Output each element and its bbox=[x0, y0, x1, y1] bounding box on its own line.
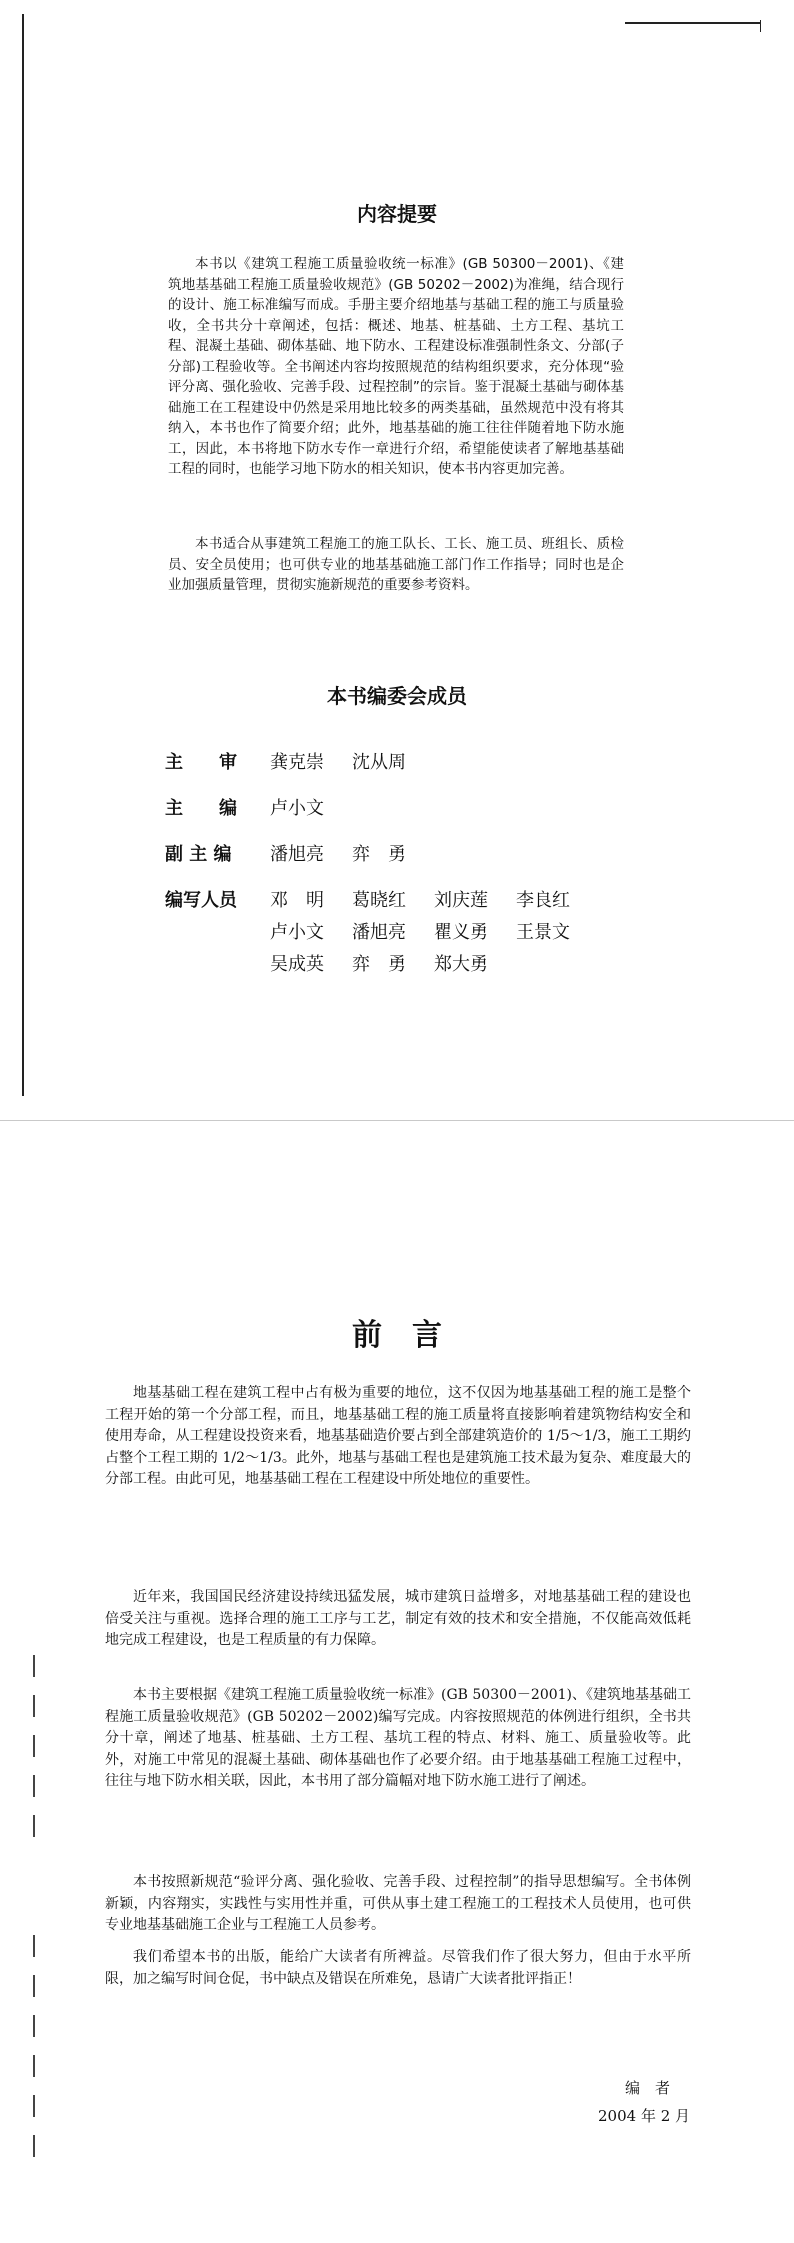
summary-paragraph: 本书以《建筑工程施工质量验收统一标准》(GB 50300－2001)、《建筑地基基础工程施工质量验收规范》(GB 50202－2002)为准绳，结合现行的设计、施工标准编写而成。手册主要介绍地基与基础工程的施工与质量验收，全书共分十章阐述，包括：概述、地基、桩基础、土方工程、基坑工程、混凝土基础、砌体基础、地下防水、工程建设标准强制性条文、分部(子分部)工程验收等。全书阐述内容均按照规范的结构组织要求，充分体现“验评分离、强化验收、完善手段、过程控制”的宗旨。鉴于混凝土基础与砌体基础施工在工程建设中仍然是采用地比较多的两类基础，虽然规范中没有将其纳入，本书也作了简要介绍；此外，地基基础的施工往往伴随着地下防水施工，因此，本书将地下防水专作一章进行介绍，希望能使读者了解地基基础工程的同时，也能学习地下防水的相关知识，使本书内容更加完善。 bbox=[168, 256, 624, 477]
page-one bbox=[0, 0, 794, 1110]
name-line bbox=[270, 950, 625, 976]
preface-paragraph: 本书主要根据《建筑工程施工质量验收统一标准》(GB 50300－2001)、《建筑地基基础工程施工质量验收规范》(GB 50202－2002)编写完成。内容按照规范的体例进行组织，全书共分十章，阐述了地基、桩基础、土方工程、基坑工程的特点、材料、施工、质量验收等。此外，对施工中常见的混凝土基础、砌体基础也作了必要介绍。由于地基基础工程施工过程中，往往与地下防水相关联，因此，本书用了部分篇幅对地下防水施工进行了阐述。 bbox=[105, 1687, 692, 1789]
scan-margin-line bbox=[22, 14, 24, 1096]
role-label: 主 编 bbox=[165, 798, 237, 819]
scan-margin-mark bbox=[33, 2135, 35, 2157]
scan-margin-mark bbox=[33, 2095, 35, 2117]
scan-margin-mark bbox=[33, 1935, 35, 1957]
committee-title: 本书编委会成员 bbox=[327, 684, 467, 708]
scan-margin-mark bbox=[33, 1735, 35, 1757]
page-divider bbox=[0, 1120, 794, 1121]
member-name: 吴成英 bbox=[270, 954, 324, 975]
member-name: 沈从周 bbox=[352, 752, 406, 773]
member-name: 葛晓红 bbox=[352, 890, 406, 911]
summary-title: 内容提要 bbox=[357, 202, 437, 226]
member-name: 瞿义勇 bbox=[434, 922, 488, 943]
scan-margin-mark bbox=[33, 1975, 35, 1997]
page-two bbox=[0, 1135, 794, 2243]
preface-paragraph: 我们希望本书的出版，能给广大读者有所裨益。尽管我们作了很大努力，但由于水平所限，加之编写时间仓促，书中缺点及错误在所难免，恳请广大读者批评指正！ bbox=[105, 1949, 691, 1987]
scan-margin-mark bbox=[33, 1775, 35, 1797]
member-name: 潘旭亮 bbox=[270, 844, 324, 865]
preface-signature: 编 者 bbox=[625, 2079, 671, 2097]
names-block bbox=[270, 794, 625, 826]
names-block bbox=[270, 886, 625, 982]
committee-list bbox=[165, 748, 625, 996]
scan-margin-mark bbox=[33, 2055, 35, 2077]
name-line bbox=[270, 794, 625, 820]
summary-paragraph: 本书适合从事建筑工程施工的施工队长、工长、施工员、班组长、质检员、安全员使用；也可供专业的地基基础施工部门作工作指导；同时也是企业加强质量管理，贯彻实施新规范的重要参考资料。 bbox=[168, 536, 624, 593]
member-name: 弈 勇 bbox=[352, 954, 406, 975]
role-label: 编写人员 bbox=[165, 890, 237, 911]
committee-row bbox=[165, 840, 625, 872]
name-line bbox=[270, 886, 625, 912]
names-block bbox=[270, 748, 625, 780]
preface-paragraph: 地基基础工程在建筑工程中占有极为重要的地位，这不仅因为地基基础工程的施工是整个工程开始的第一个分部工程，而且，地基基础工程的施工质量将直接影响着建筑物结构安全和使用寿命，从工程建设投资来看，地基基础造价要占到全部建筑造价的 1/5～1/3，施工工期约占整个工程工期的 1/2～1/3。此外，地基与基础工程也是建筑施工技术最为复杂、难度最大的分部工程。由此可见，地基基础工程在工程建设中所处地位的重要性。 bbox=[105, 1385, 691, 1487]
name-line bbox=[270, 748, 625, 774]
member-name: 弈 勇 bbox=[352, 844, 406, 865]
scan-corner-mark bbox=[760, 20, 761, 32]
scan-margin-mark bbox=[33, 1695, 35, 1717]
member-name: 郑大勇 bbox=[434, 954, 488, 975]
preface-title: 前 言 bbox=[352, 1318, 442, 1353]
preface-date: 2004 年 2 月 bbox=[598, 2107, 691, 2125]
preface-paragraph: 本书按照新规范“验评分离、强化验收、完善手段、过程控制”的指导思想编写。全书体例新颖，内容翔实，实践性与实用性并重，可供从事土建工程施工的工程技术人员使用，也可供专业地基基础施工企业与工程施工人员参考。 bbox=[105, 1874, 691, 1933]
scan-margin-mark bbox=[33, 1815, 35, 1837]
member-name: 潘旭亮 bbox=[352, 922, 406, 943]
role-label: 主 审 bbox=[165, 752, 237, 773]
committee-row bbox=[165, 886, 625, 982]
member-name: 王景文 bbox=[516, 922, 570, 943]
name-line bbox=[270, 918, 625, 944]
committee-row bbox=[165, 748, 625, 780]
name-line bbox=[270, 840, 625, 866]
member-name: 李良红 bbox=[516, 890, 570, 911]
member-name: 邓 明 bbox=[270, 890, 324, 911]
scan-margin-mark bbox=[33, 1655, 35, 1677]
role-label: 副 主 编 bbox=[165, 844, 232, 865]
scan-margin-mark bbox=[33, 2015, 35, 2037]
member-name: 卢小文 bbox=[270, 922, 324, 943]
committee-row bbox=[165, 794, 625, 826]
member-name: 龚克崇 bbox=[270, 752, 324, 773]
scan-top-rule bbox=[625, 22, 760, 24]
member-name: 刘庆莲 bbox=[434, 890, 488, 911]
member-name: 卢小文 bbox=[270, 798, 324, 819]
preface-paragraph: 近年来，我国国民经济建设持续迅猛发展，城市建筑日益增多，对地基基础工程的建设也倍受关注与重视。选择合理的施工工序与工艺，制定有效的技术和安全措施，不仅能高效低耗地完成工程建设，也是工程质量的有力保障。 bbox=[105, 1589, 691, 1648]
names-block bbox=[270, 840, 625, 872]
